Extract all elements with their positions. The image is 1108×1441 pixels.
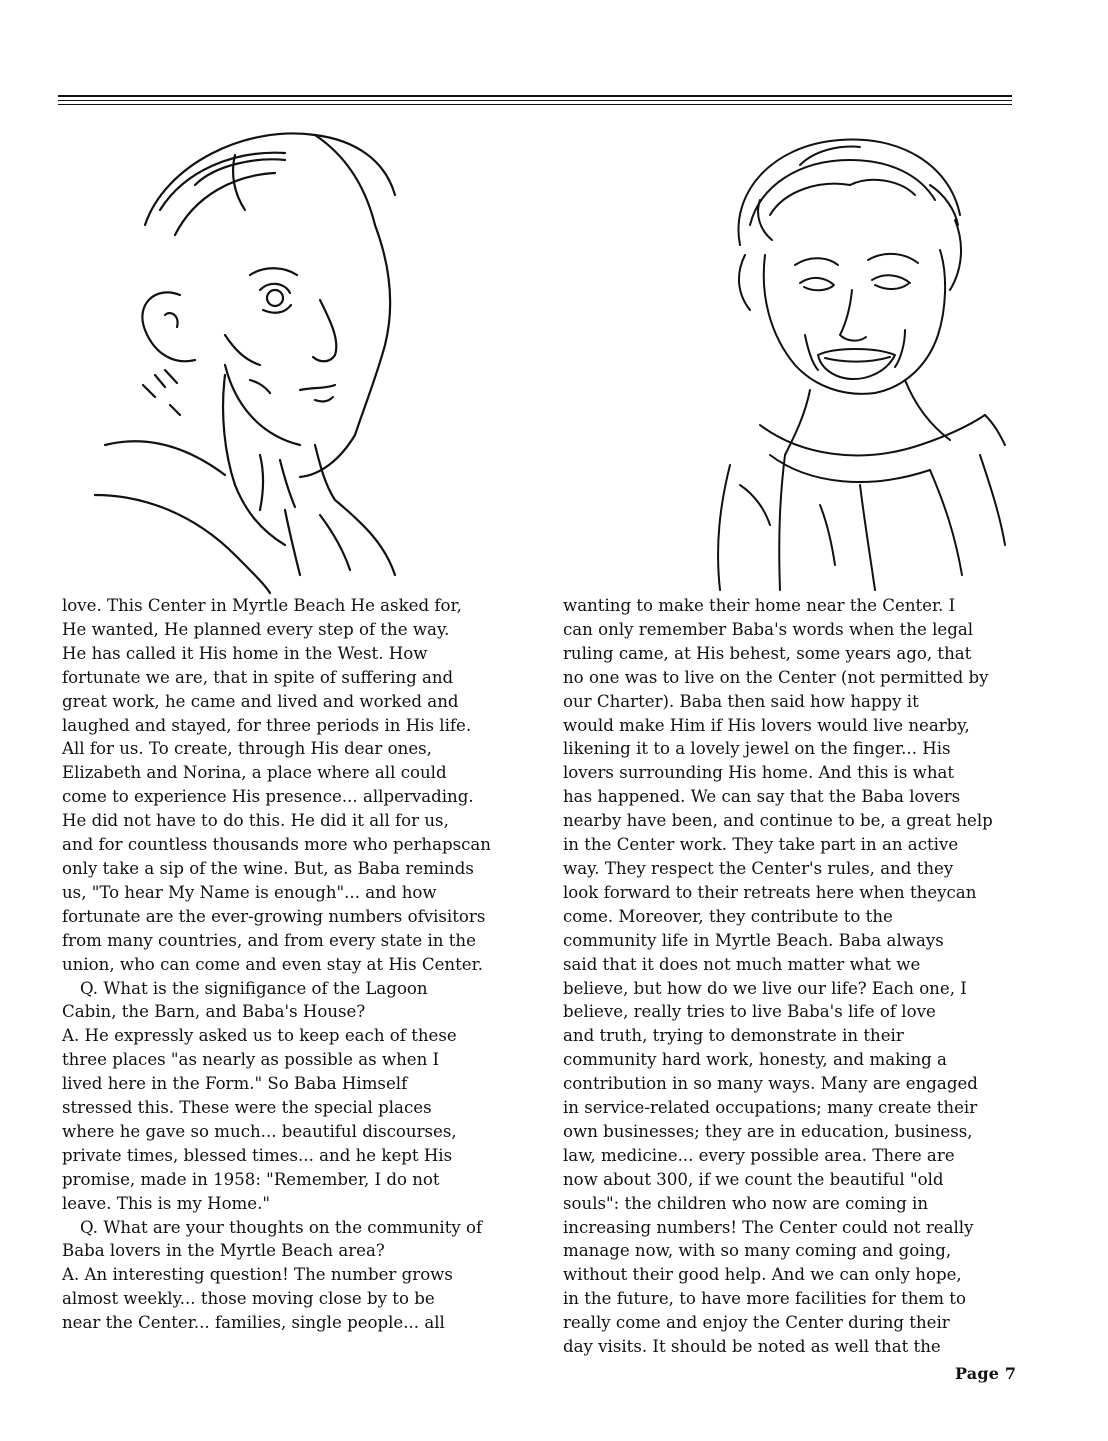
text-line: believe, but how do we live our life? Each one, I [563, 978, 967, 998]
text-line: way. They respect the Center's rules, and they [563, 858, 954, 878]
text-line: from many countries, and from every state in the [62, 930, 476, 950]
text-line: our Charter). Baba then said how happy it [563, 691, 919, 711]
text-line: promise, made in 1958: "Remember, I do not [62, 1169, 440, 1189]
text-line: own businesses; they are in education, business, [563, 1121, 973, 1141]
text-line: look forward to their retreats here when theycan [563, 882, 977, 902]
text-line: believe, really tries to live Baba's life of love [563, 1002, 936, 1022]
text-line: law, medicine... every possible area. There are [563, 1145, 955, 1165]
text-line: great work, he came and lived and worked and [62, 691, 459, 711]
text-line: where he gave so much... beautiful discourses, [62, 1121, 457, 1141]
text-line: Elizabeth and Norina, a place where all could [62, 763, 447, 783]
text-line: wanting to make their home near the Center. I [563, 596, 956, 615]
header-rule-thick [58, 95, 1012, 97]
text-line: laughed and stayed, for three periods in His life. [62, 715, 472, 735]
portrait-sketch-left [85, 115, 445, 595]
text-line: souls": the children who now are coming in [563, 1193, 929, 1213]
text-line: in the future, to have more facilities for them to [563, 1289, 966, 1309]
text-line: ruling came, at His behest, some years ago, that [563, 643, 972, 663]
text-line: near the Center... families, single people... all [62, 1313, 445, 1333]
question-line: Q. What is the signifigance of the Lagoon [80, 978, 428, 998]
text-line: lovers surrounding His home. And this is what [563, 763, 955, 783]
text-line: lived here in the Form." So Baba Himself [62, 1074, 408, 1094]
text-line: has happened. We can say that the Baba lovers [563, 787, 961, 807]
text-line: no one was to live on the Center (not permitted by [563, 667, 989, 687]
text-line: in service-related occupations; many create their [563, 1098, 978, 1118]
text-line: community life in Myrtle Beach. Baba always [563, 930, 944, 950]
text-line: would make Him if His lovers would live nearby, [563, 715, 970, 735]
text-line: Cabin, the Barn, and Baba's House? [62, 1002, 366, 1022]
text-line: without their good help. And we can only hope, [563, 1265, 962, 1285]
text-line: three places "as nearly as possible as when I [62, 1050, 440, 1070]
portrait-sketch-right [700, 125, 1020, 595]
article-column-left [62, 594, 512, 1335]
text-line: nearby have been, and continue to be, a great help [563, 811, 993, 831]
header-rule-thin [58, 100, 1012, 101]
text-line: manage now, with so many coming and going, [563, 1241, 952, 1261]
article-column-right [563, 594, 1013, 1359]
text-line: said that it does not much matter what we [563, 954, 921, 974]
text-line: and for countless thousands more who perhapscan [62, 835, 491, 855]
text-line: likening it to a lovely jewel on the finger... His [563, 739, 951, 759]
text-line: contribution in so many ways. Many are engaged [563, 1074, 978, 1094]
text-line: increasing numbers! The Center could not really [563, 1217, 974, 1237]
text-line: He did not have to do this. He did it all for us, [62, 811, 449, 831]
text-line: He has called it His home in the West. How [62, 643, 428, 663]
text-line: Baba lovers in the Myrtle Beach area? [62, 1241, 385, 1261]
text-line: All for us. To create, through His dear ones, [62, 739, 432, 759]
text-line: come. Moreover, they contribute to the [563, 906, 893, 926]
page-number: Page 7 [955, 1364, 1017, 1383]
text-line: fortunate are the ever-growing numbers ofvisitors [62, 906, 486, 926]
text-line: and truth, trying to demonstrate in their [563, 1026, 904, 1046]
text-line: leave. This is my Home." [62, 1193, 271, 1213]
text-line: only take a sip of the wine. But, as Baba reminds [62, 858, 474, 878]
text-line: in the Center work. They take part in an active [563, 835, 959, 855]
text-line: union, who can come and even stay at His Center. [62, 954, 483, 974]
header-rule-thin-lower [58, 104, 1012, 105]
text-line: can only remember Baba's words when the legal [563, 619, 974, 639]
text-line: love. This Center in Myrtle Beach He asked for, [62, 596, 462, 615]
answer-line: A. An interesting question! The number grows [62, 1265, 453, 1285]
text-line: almost weekly... those moving close by to be [62, 1289, 435, 1309]
text-line: He wanted, He planned every step of the way. [62, 619, 450, 639]
text-line: really come and enjoy the Center during their [563, 1313, 950, 1333]
text-line: us, "To hear My Name is enough"... and how [62, 882, 437, 902]
text-line: private times, blessed times... and he kept His [62, 1145, 453, 1165]
text-line: now about 300, if we count the beautiful "old [563, 1169, 944, 1189]
answer-line: A. He expressly asked us to keep each of these [62, 1026, 457, 1046]
text-line: community hard work, honesty, and making a [563, 1050, 947, 1070]
text-line: stressed this. These were the special places [62, 1098, 432, 1118]
text-line: fortunate we are, that in spite of suffering and [62, 667, 454, 687]
text-line: come to experience His presence... allpervading. [62, 787, 474, 807]
text-line: day visits. It should be noted as well that the [563, 1337, 941, 1357]
question-line: Q. What are your thoughts on the community of [80, 1217, 483, 1237]
